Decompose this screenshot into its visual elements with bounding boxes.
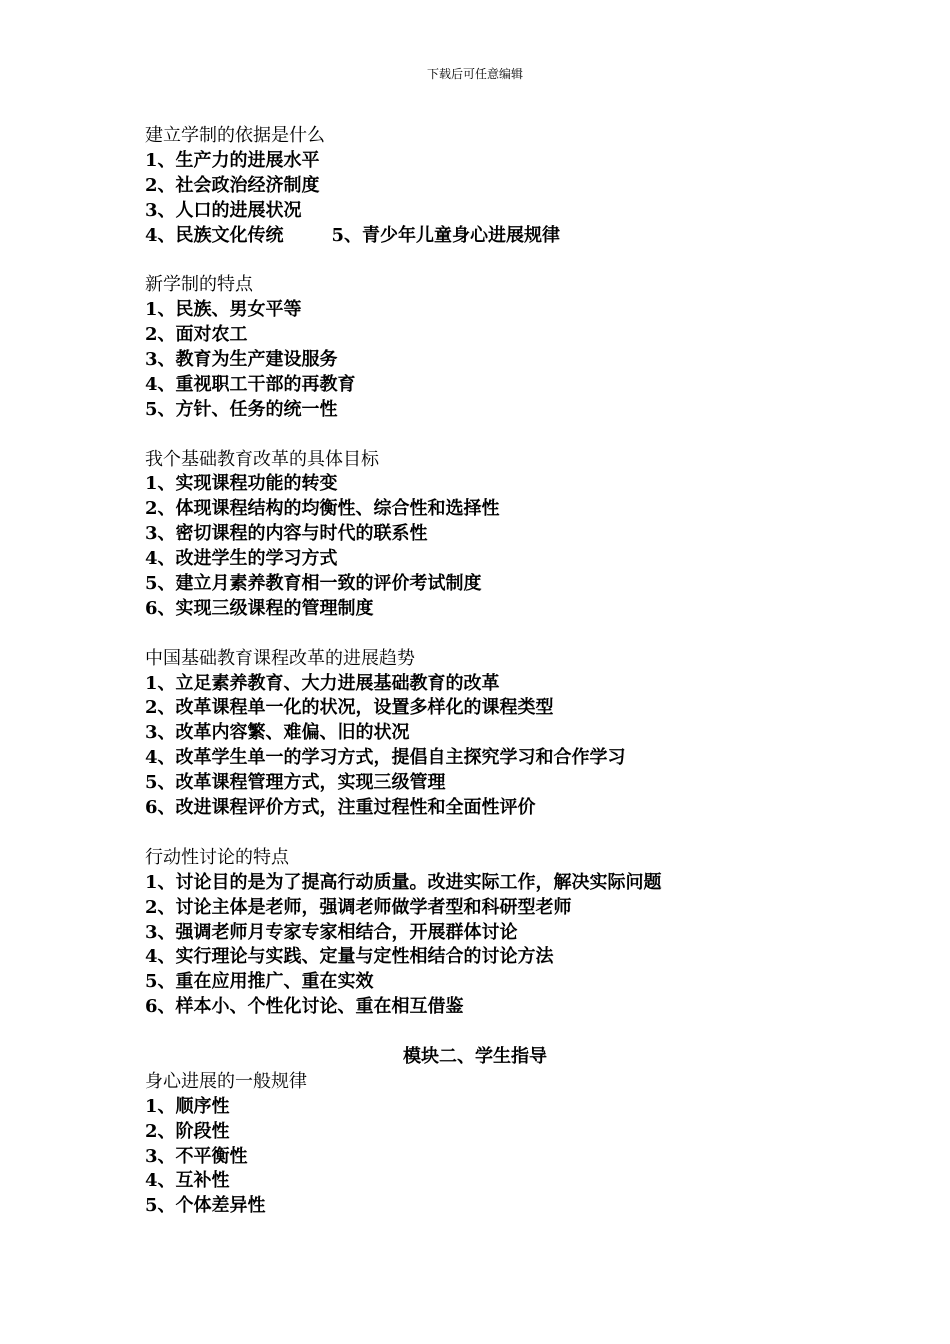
list-item: 6、改进课程评价方式，注重过程性和全面性评价 (145, 797, 536, 819)
page-header: 下载后可任意编辑 (426, 67, 523, 81)
list-item: 2、讨论主体是老师，强调老师做学者型和科研型老师 (145, 896, 572, 918)
section-school-system-basis (145, 124, 845, 248)
list-item: 5、建立月素养教育相一致的评价考试制度 (145, 573, 482, 595)
section-title: 建立学制的依据是什么 (145, 125, 325, 146)
list-item: 5、青少年儿童身心进展规律 (331, 224, 561, 246)
section-module-two (145, 1045, 845, 1219)
list-item: 4、重视职工干部的再教育 (145, 373, 356, 395)
list-item: 2、改革课程单一化的状况，设置多样化的课程类型 (145, 697, 554, 719)
section-title: 我个基础教育改革的具体目标 (145, 448, 379, 470)
list-item: 2、面对农工 (145, 324, 248, 346)
section-reform-trends (145, 647, 845, 821)
list-item: 3、不平衡性 (145, 1145, 248, 1167)
list-item: 5、方针、任务的统一性 (145, 398, 338, 420)
list-item: 4、改进学生的学习方式 (145, 548, 338, 570)
section-reform-goals (145, 448, 845, 622)
list-item: 6、样本小、个性化讨论、重在相互借鉴 (145, 996, 464, 1018)
section-title: 行动性讨论的特点 (145, 846, 289, 868)
section-title: 中国基础教育课程改革的进展趋势 (145, 647, 415, 669)
list-item: 1、顺序性 (145, 1095, 230, 1117)
list-item: 2、体现课程结构的均衡性、综合性和选择性 (145, 498, 500, 520)
document-body (145, 124, 845, 1244)
list-item-row (145, 224, 845, 249)
list-item: 1、立足素养教育、大力进展基础教育的改革 (145, 672, 500, 694)
list-item: 2、阶段性 (145, 1120, 230, 1142)
list-item: 1、生产力的进展水平 (145, 149, 320, 171)
list-item: 1、讨论目的是为了提高行动质量。改进实际工作，解决实际问题 (145, 871, 662, 893)
list-item: 4、改革学生单一的学习方式，提倡自主探究学习和合作学习 (145, 747, 626, 769)
list-item: 3、教育为生产建设服务 (145, 349, 338, 371)
list-item: 5、改革课程管理方式，实现三级管理 (145, 772, 446, 794)
list-item: 5、个体差异性 (145, 1195, 266, 1217)
section-title: 身心进展的一般规律 (145, 1070, 307, 1092)
list-item: 2、社会政治经济制度 (145, 174, 320, 196)
section-title: 新学制的特点 (145, 274, 253, 296)
section-action-research (145, 846, 845, 1020)
list-item: 4、互补性 (145, 1170, 230, 1192)
list-item: 4、民族文化传统 (145, 224, 284, 246)
list-item: 3、改革内容繁、难偏、旧的状况 (145, 722, 410, 744)
list-item: 5、重在应用推广、重在实效 (145, 971, 374, 993)
list-item: 3、强调老师月专家专家相结合，开展群体讨论 (145, 921, 518, 943)
list-item: 1、实现课程功能的转变 (145, 473, 338, 495)
section-new-school-system-features (145, 273, 845, 422)
list-item: 1、民族、男女平等 (145, 299, 302, 321)
module-heading: 模块二、学生指导 (403, 1045, 547, 1067)
list-item: 4、实行理论与实践、定量与定性相结合的讨论方法 (145, 946, 554, 968)
list-item: 3、人口的进展状况 (145, 199, 302, 221)
list-item: 6、实现三级课程的管理制度 (145, 597, 374, 619)
list-item: 3、密切课程的内容与时代的联系性 (145, 523, 428, 545)
